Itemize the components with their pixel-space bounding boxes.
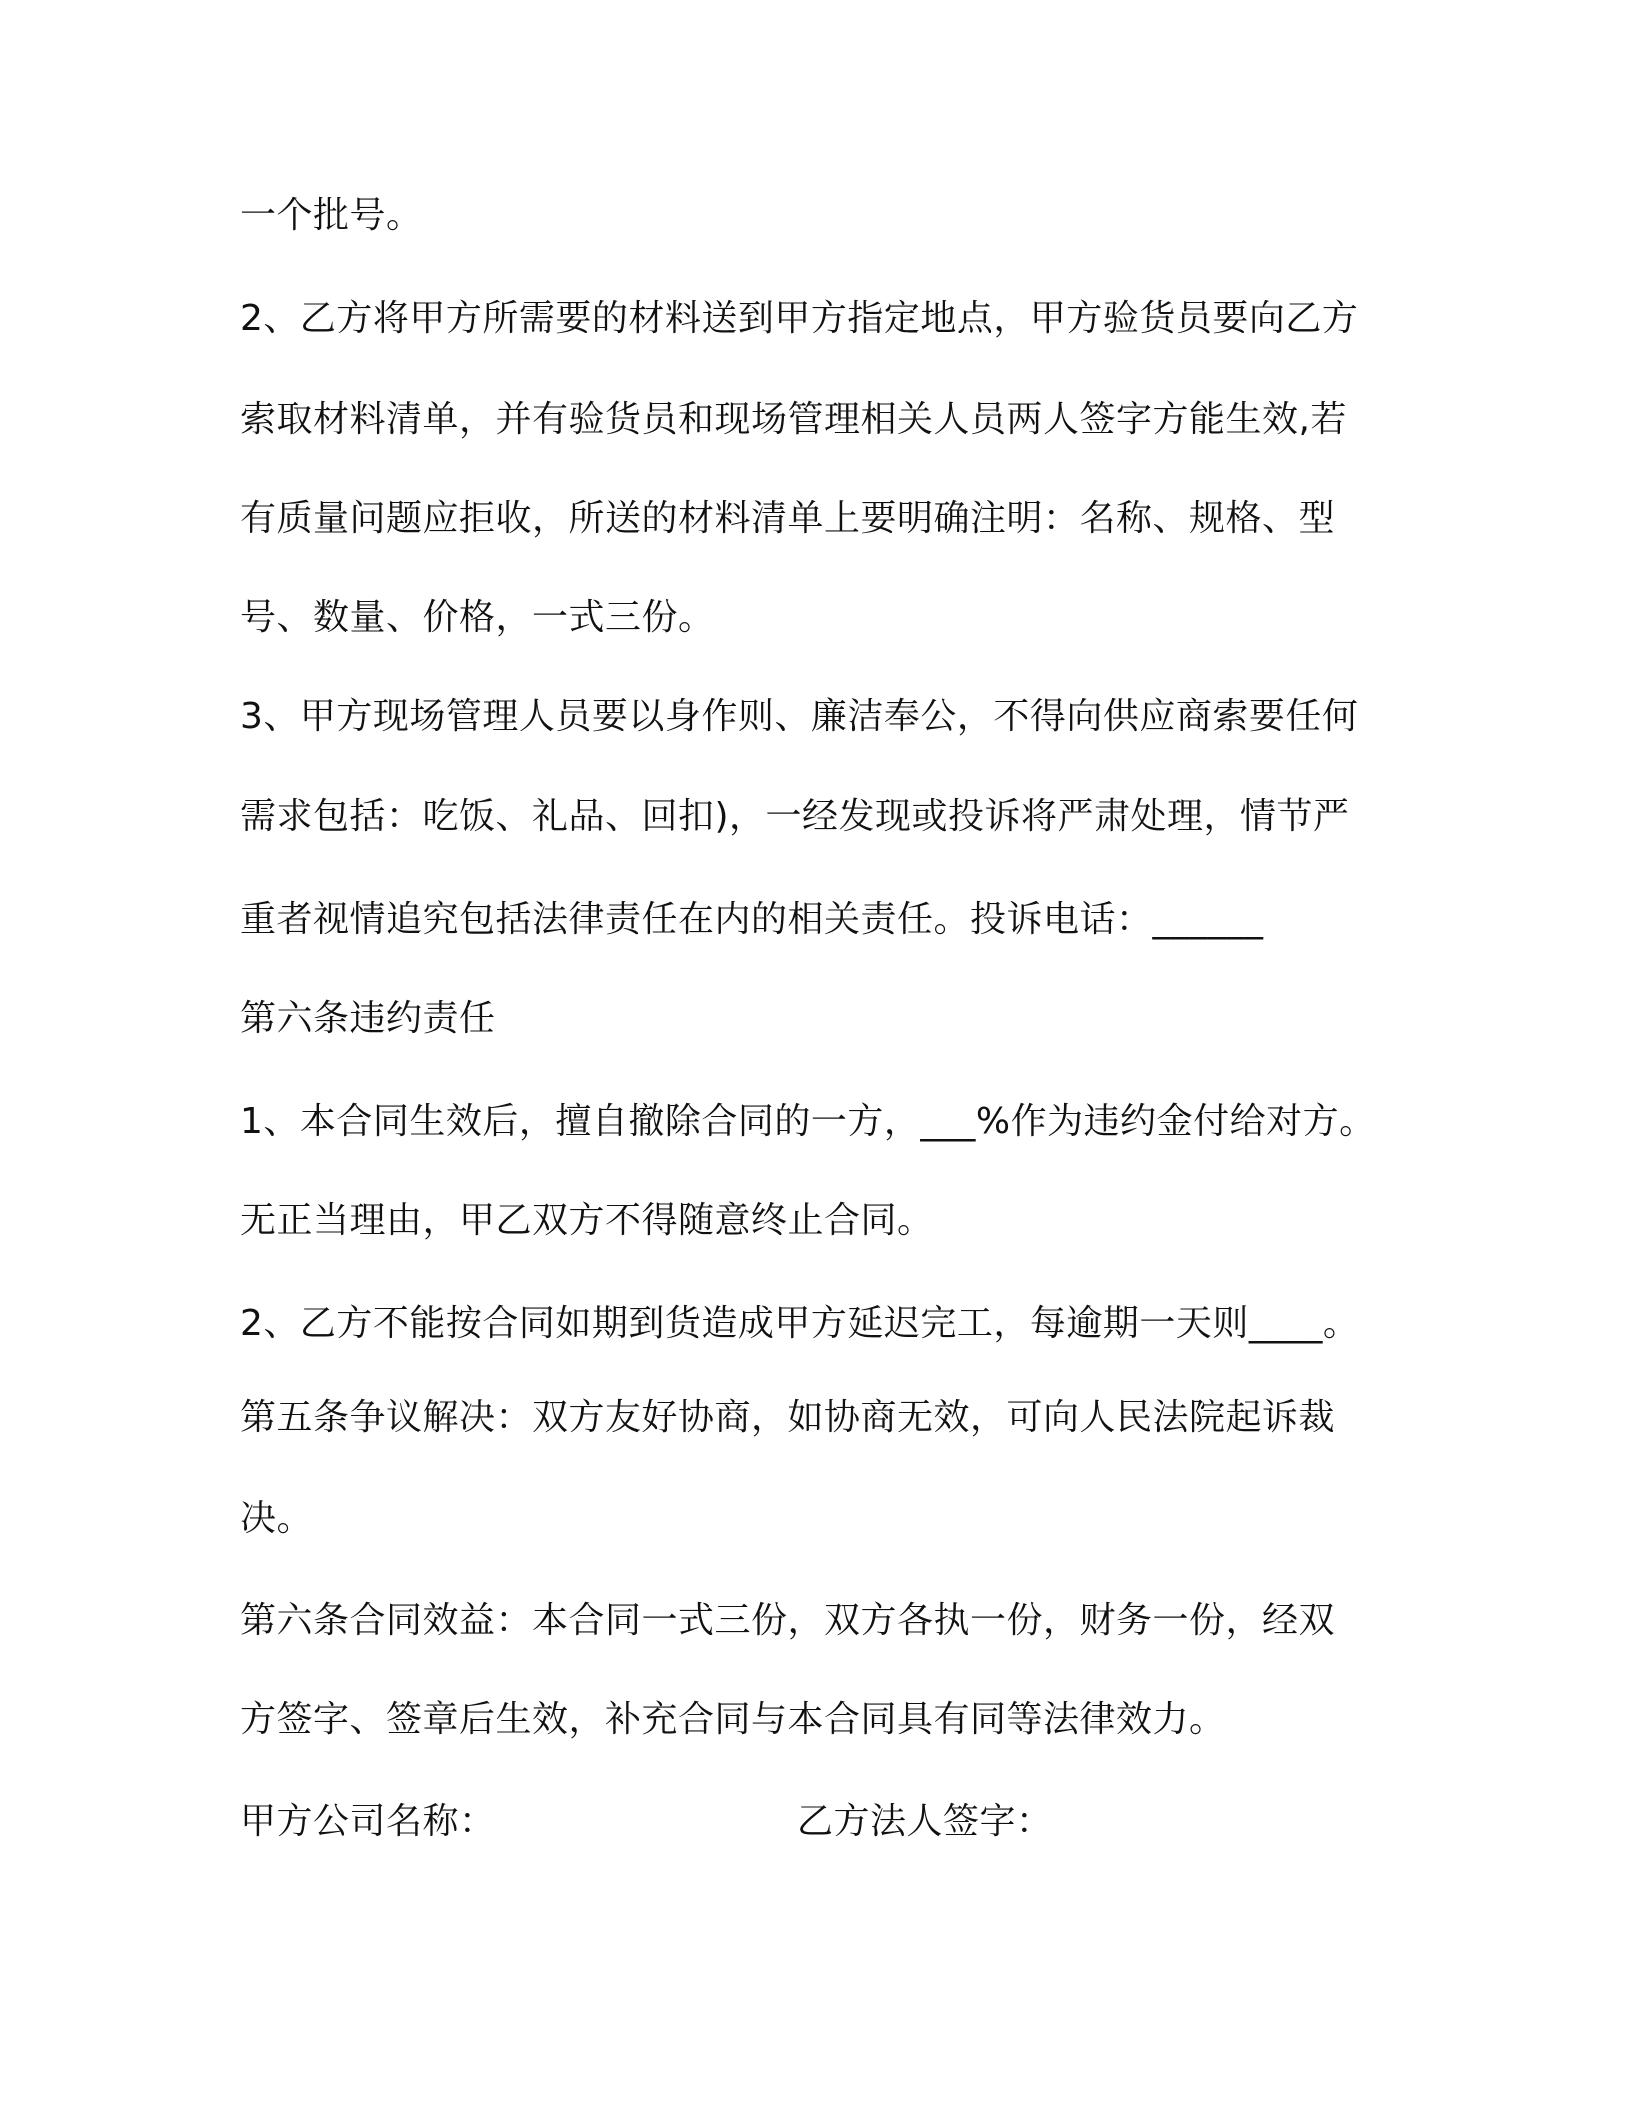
text-line-15: 第六条合同效益：本合同一式三份，双方各执一份，财务一份，经双 — [240, 1600, 1336, 1641]
text-line-10: 1、本合同生效后，擅自撤除合同的一方，___%作为违约金付给对方。 — [240, 1101, 1376, 1142]
text-line-12: 2、乙方不能按合同如期到货造成甲方延迟完工，每逾期一天则____。 — [240, 1303, 1360, 1344]
text-line-8: 重者视情追究包括法律责任在内的相关责任。投诉电话：______ — [240, 899, 1264, 940]
text-line-7: 需求包括：吃饭、礼品、回扣)，一经发现或投诉将严肃处理，情节严 — [240, 796, 1350, 837]
text-line-6: 3、甲方现场管理人员要以身作则、廉洁奉公，不得向供应商索要任何 — [240, 696, 1359, 737]
party-a-company-label: 甲方公司名称： — [240, 1801, 496, 1842]
text-line-14: 决。 — [240, 1498, 314, 1539]
party-b-signature-label: 乙方法人签字： — [797, 1801, 1053, 1842]
text-line-1: 一个批号。 — [240, 195, 423, 236]
text-line-13: 第五条争议解决：双方友好协商，如协商无效，可向人民法院起诉裁 — [240, 1397, 1336, 1438]
text-line-4: 有质量问题应拒收，所送的材料清单上要明确注明：名称、规格、型 — [240, 498, 1336, 539]
text-line-5: 号、数量、价格，一式三份。 — [240, 597, 715, 638]
section-heading-breach: 第六条违约责任 — [240, 998, 496, 1039]
text-line-2: 2、乙方将甲方所需要的材料送到甲方指定地点，甲方验货员要向乙方 — [240, 298, 1359, 339]
text-line-16: 方签字、签章后生效，补充合同与本合同具有同等法律效力。 — [240, 1699, 1226, 1740]
text-line-11: 无正当理由，甲乙双方不得随意终止合同。 — [240, 1200, 934, 1241]
text-line-3: 索取材料清单，并有验货员和现场管理相关人员两人签字方能生效,若 — [240, 399, 1347, 440]
